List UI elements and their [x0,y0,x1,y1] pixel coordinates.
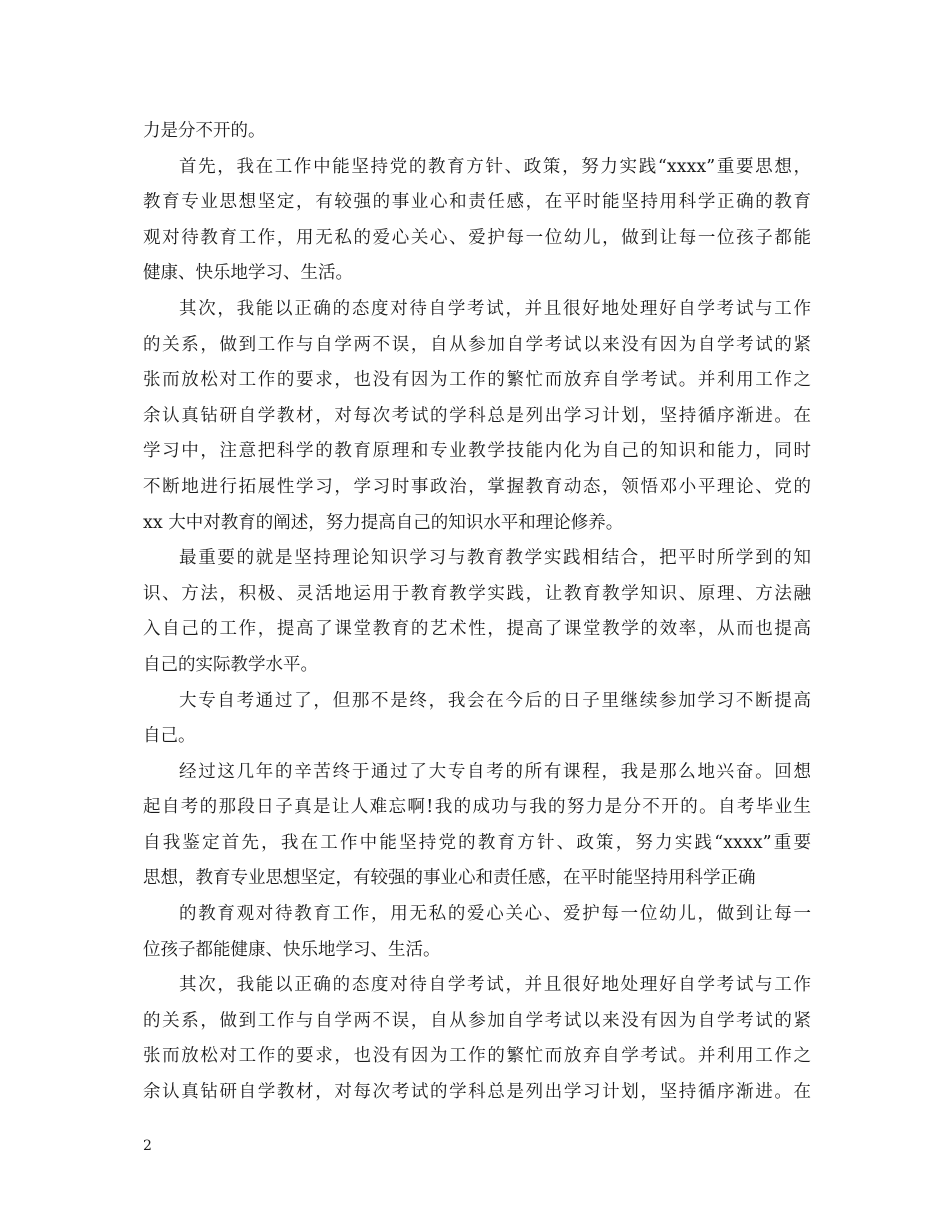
body-text [143,114,811,1111]
text-line: 位孩子都能健康、快乐地学习、生活。 [143,939,441,960]
text-line: 自己。 [143,726,196,747]
text-line: 自我鉴定首先，我在工作中能坚持党的教育方针、政策，努力实践“xxxx”重要 [143,832,811,853]
text-line: 的教育观对待教育工作，用无私的爱心关心、爱护每一位幼儿，做到让每一 [179,904,811,925]
text-line: 大专自考通过了，但那不是终，我会在今后的日子里继续参加学习不断提高 [179,690,811,711]
text-line: 最重要的就是坚持理论知识学习与教育教学实践相结合，把平时所学到的知 [179,548,811,569]
text-line: 其次，我能以正确的态度对待自学考试，并且很好地处理好自学考试与工作 [179,298,811,319]
text-line: 不断地进行拓展性学习，学习时事政治，掌握教育动态，领悟邓小平理论、党的 [143,476,811,497]
text-line: 起自考的那段日子真是让人难忘啊!我的成功与我的努力是分不开的。自考毕业生 [143,797,811,818]
text-line: 自己的实际教学水平。 [143,654,318,675]
text-line: 张而放松对工作的要求，也没有因为工作的繁忙而放弃自学考试。并利用工作之 [143,1046,811,1067]
text-line: 张而放松对工作的要求，也没有因为工作的繁忙而放弃自学考试。并利用工作之 [143,370,811,391]
text-line: 其次，我能以正确的态度对待自学考试，并且很好地处理好自学考试与工作 [179,975,811,996]
text-line: 健康、快乐地学习、生活。 [143,263,353,284]
text-line: 入自己的工作，提高了课堂教育的艺术性，提高了课堂教学的效率，从而也提高 [143,619,811,640]
text-line: 经过这几年的辛苦终于通过了大专自考的所有课程，我是那么地兴奋。回想 [179,761,811,782]
text-line: 首先，我在工作中能坚持党的教育方针、政策，努力实践“xxxx”重要思想， [179,156,811,177]
text-line: 力是分不开的。 [143,121,266,141]
text-line: 观对待教育工作，用无私的爱心关心、爱护每一位幼儿，做到让每一位孩子都能 [143,227,811,248]
text-line: 学习中，注意把科学的教育原理和专业教学技能内化为自己的知识和能力，同时 [143,441,811,462]
text-line: xx 大中对教育的阐述，努力提高自己的知识水平和理论修养。 [143,512,624,533]
text-line: 的关系，做到工作与自学两不误，自从参加自学考试以来没有因为自学考试的紧 [143,334,811,355]
text-line: 余认真钻研自学教材，对每次考试的学科总是列出学习计划，坚持循序渐进。在 [143,405,811,426]
text-line: 识、方法，积极、灵活地运用于教育教学实践，让教育教学知识、原理、方法融 [143,583,811,604]
text-line: 教育专业思想坚定，有较强的事业心和责任感，在平时能坚持用科学正确的教育 [143,192,811,213]
text-line: 的关系，做到工作与自学两不误，自从参加自学考试以来没有因为自学考试的紧 [143,1010,811,1031]
text-line: 余认真钻研自学教材，对每次考试的学科总是列出学习计划，坚持循序渐进。在 [143,1082,811,1103]
page-number: 2 [143,1138,152,1154]
text-line: 思想，教育专业思想坚定，有较强的事业心和责任感，在平时能坚持用科学正确 [143,868,756,889]
